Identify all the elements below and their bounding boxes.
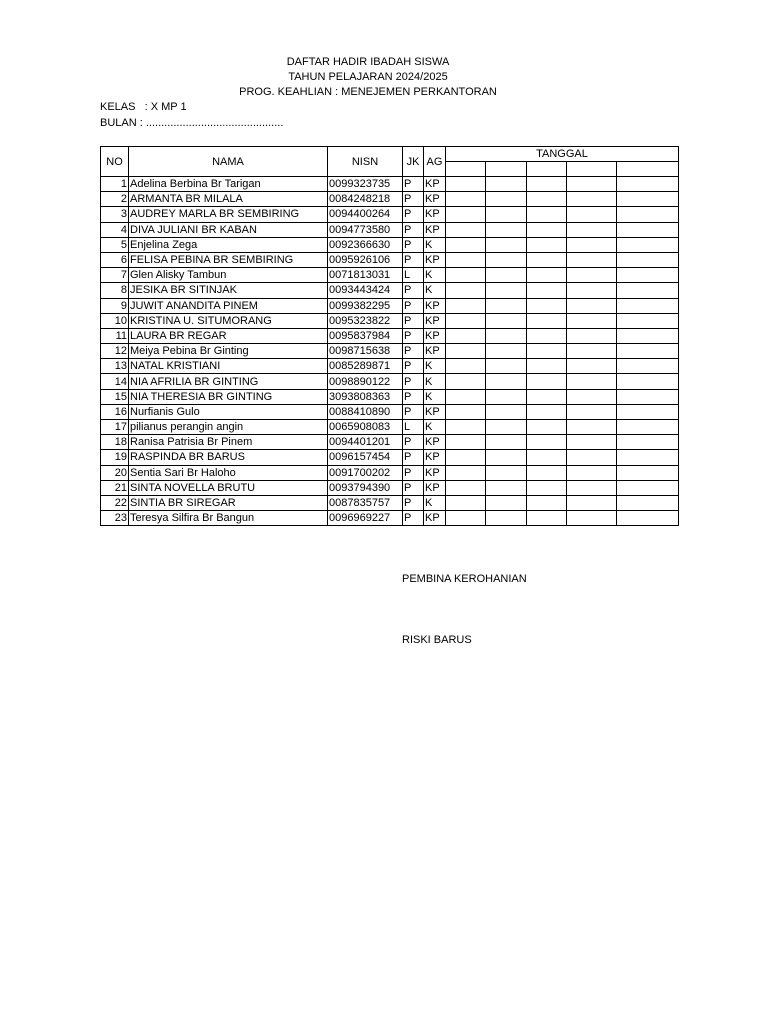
date-cell <box>486 359 527 374</box>
row-nisn: 0095323822 <box>328 313 403 328</box>
date-cell <box>527 404 567 419</box>
header-jk: JK <box>403 147 424 177</box>
table-row <box>101 420 679 435</box>
row-no: 4 <box>101 222 129 237</box>
header-ag: AG <box>424 147 446 177</box>
date-cell <box>527 237 567 252</box>
date-cell <box>486 313 527 328</box>
row-no: 2 <box>101 192 129 207</box>
row-nisn: 0087835757 <box>328 495 403 510</box>
row-jk: P <box>403 313 424 328</box>
signature-name: RISKI BARUS <box>402 634 472 646</box>
date-cell <box>486 252 527 267</box>
row-ag: KP <box>424 298 446 313</box>
row-nama: JUWIT ANANDITA PINEM <box>129 298 328 313</box>
date-cell <box>617 237 679 252</box>
row-ag: KP <box>424 450 446 465</box>
date-cell <box>617 222 679 237</box>
row-no: 6 <box>101 252 129 267</box>
row-nama: Adelina Berbina Br Tarigan <box>129 177 328 192</box>
row-ag: KP <box>424 480 446 495</box>
date-cell <box>567 344 617 359</box>
date-cell <box>567 450 617 465</box>
date-cell <box>617 328 679 343</box>
row-no: 13 <box>101 359 129 374</box>
date-cell <box>617 389 679 404</box>
date-cell <box>527 268 567 283</box>
row-jk: P <box>403 328 424 343</box>
date-cell <box>486 192 527 207</box>
row-jk: P <box>403 480 424 495</box>
row-nisn: 0099323735 <box>328 177 403 192</box>
table-row <box>101 222 679 237</box>
row-nama: NATAL KRISTIANI <box>129 359 328 374</box>
row-no: 14 <box>101 374 129 389</box>
date-cell <box>446 207 486 222</box>
date-cell <box>446 495 486 510</box>
row-ag: KP <box>424 511 446 526</box>
row-nama: JESIKA BR SITINJAK <box>129 283 328 298</box>
row-no: 7 <box>101 268 129 283</box>
date-cell <box>567 404 617 419</box>
date-cell <box>567 222 617 237</box>
date-cell <box>446 328 486 343</box>
date-cell <box>617 268 679 283</box>
row-ag: KP <box>424 192 446 207</box>
table-row <box>101 404 679 419</box>
row-no: 5 <box>101 237 129 252</box>
date-cell <box>617 450 679 465</box>
row-no: 12 <box>101 344 129 359</box>
date-cell <box>567 389 617 404</box>
date-cell <box>486 465 527 480</box>
table-row <box>101 192 679 207</box>
row-no: 21 <box>101 480 129 495</box>
row-no: 9 <box>101 298 129 313</box>
row-nama: FELISA PEBINA BR SEMBIRING <box>129 252 328 267</box>
date-cell <box>446 268 486 283</box>
date-cell <box>486 450 527 465</box>
row-nisn: 0094400264 <box>328 207 403 222</box>
date-cell <box>567 480 617 495</box>
date-cell <box>617 313 679 328</box>
month-label: BULAN : ............................................. <box>100 117 284 129</box>
date-cell <box>446 177 486 192</box>
date-cell <box>486 495 527 510</box>
date-cell <box>617 359 679 374</box>
table-row <box>101 359 679 374</box>
row-nisn: 0093443424 <box>328 283 403 298</box>
row-nama: NIA AFRILIA BR GINTING <box>129 374 328 389</box>
date-cell <box>486 511 527 526</box>
date-cell <box>527 298 567 313</box>
table-row <box>101 495 679 510</box>
date-cell <box>446 298 486 313</box>
date-cell <box>446 404 486 419</box>
row-jk: P <box>403 465 424 480</box>
row-nama: SINTIA BR SIREGAR <box>129 495 328 510</box>
row-ag: KP <box>424 207 446 222</box>
signature-role: PEMBINA KEROHANIAN <box>402 573 527 585</box>
date-cell <box>527 389 567 404</box>
date-cell <box>617 162 679 177</box>
date-cell <box>527 465 567 480</box>
row-nama: Meiya Pebina Br Ginting <box>129 344 328 359</box>
row-ag: K <box>424 374 446 389</box>
row-nisn: 0095926106 <box>328 252 403 267</box>
row-nisn: 0085289871 <box>328 359 403 374</box>
row-nama: Enjelina Zega <box>129 237 328 252</box>
date-cell <box>567 359 617 374</box>
row-jk: P <box>403 389 424 404</box>
date-cell <box>527 511 567 526</box>
table-row <box>101 480 679 495</box>
table-row <box>101 283 679 298</box>
row-jk: L <box>403 420 424 435</box>
date-cell <box>527 313 567 328</box>
date-cell <box>446 420 486 435</box>
date-cell <box>527 435 567 450</box>
row-ag: K <box>424 420 446 435</box>
date-cell <box>567 192 617 207</box>
row-nisn: 0096157454 <box>328 450 403 465</box>
table-row <box>101 344 679 359</box>
date-cell <box>527 359 567 374</box>
date-cell <box>567 268 617 283</box>
row-ag: KP <box>424 313 446 328</box>
date-cell <box>486 374 527 389</box>
date-cell <box>486 435 527 450</box>
table-row <box>101 207 679 222</box>
row-ag: K <box>424 495 446 510</box>
row-jk: P <box>403 450 424 465</box>
row-nisn: 0091700202 <box>328 465 403 480</box>
date-cell <box>446 162 486 177</box>
date-cell <box>446 283 486 298</box>
date-cell <box>486 480 527 495</box>
row-ag: K <box>424 283 446 298</box>
date-cell <box>567 511 617 526</box>
date-cell <box>446 465 486 480</box>
row-no: 3 <box>101 207 129 222</box>
date-cell <box>567 298 617 313</box>
date-cell <box>486 268 527 283</box>
row-ag: KP <box>424 404 446 419</box>
row-nama: LAURA BR REGAR <box>129 328 328 343</box>
row-jk: P <box>403 283 424 298</box>
row-no: 8 <box>101 283 129 298</box>
date-cell <box>617 480 679 495</box>
row-jk: L <box>403 268 424 283</box>
date-cell <box>446 511 486 526</box>
row-jk: P <box>403 404 424 419</box>
row-nama: Nurfianis Gulo <box>129 404 328 419</box>
row-no: 15 <box>101 389 129 404</box>
date-cell <box>446 344 486 359</box>
row-ag: KP <box>424 435 446 450</box>
header-tanggal: TANGGAL <box>446 147 679 162</box>
date-cell <box>567 374 617 389</box>
date-cell <box>446 450 486 465</box>
row-nama: Teresya Silfira Br Bangun <box>129 511 328 526</box>
date-cell <box>446 359 486 374</box>
row-ag: KP <box>424 465 446 480</box>
table-row <box>101 313 679 328</box>
date-cell <box>567 495 617 510</box>
row-nisn: 0098890122 <box>328 374 403 389</box>
date-cell <box>617 420 679 435</box>
date-cell <box>527 207 567 222</box>
row-nama: RASPINDA BR BARUS <box>129 450 328 465</box>
row-nisn: 0071813031 <box>328 268 403 283</box>
row-no: 16 <box>101 404 129 419</box>
date-cell <box>617 495 679 510</box>
date-cell <box>567 162 617 177</box>
row-jk: P <box>403 298 424 313</box>
date-cell <box>617 374 679 389</box>
date-cell <box>567 435 617 450</box>
row-jk: P <box>403 252 424 267</box>
date-cell <box>527 344 567 359</box>
row-no: 20 <box>101 465 129 480</box>
table-row <box>101 465 679 480</box>
table-row <box>101 298 679 313</box>
date-cell <box>617 435 679 450</box>
row-jk: P <box>403 495 424 510</box>
academic-year: TAHUN PELAJARAN 2024/2025 <box>288 71 448 83</box>
row-jk: P <box>403 177 424 192</box>
date-cell <box>486 344 527 359</box>
document-title: DAFTAR HADIR IBADAH SISWA <box>286 56 450 68</box>
date-cell <box>446 252 486 267</box>
date-cell <box>527 420 567 435</box>
date-cell <box>486 162 527 177</box>
program-name: PROG. KEAHLIAN : MENEJEMEN PERKANTORAN <box>239 86 497 98</box>
table-row <box>101 177 679 192</box>
table-row <box>101 237 679 252</box>
date-cell <box>446 313 486 328</box>
date-cell <box>617 344 679 359</box>
table-row <box>101 435 679 450</box>
date-cell <box>486 237 527 252</box>
row-jk: P <box>403 374 424 389</box>
row-ag: KP <box>424 177 446 192</box>
date-cell <box>567 420 617 435</box>
row-nama: KRISTINA U. SITUMORANG <box>129 313 328 328</box>
date-cell <box>617 283 679 298</box>
table-row <box>101 450 679 465</box>
date-cell <box>446 480 486 495</box>
date-cell <box>486 207 527 222</box>
date-cell <box>617 511 679 526</box>
table-row <box>101 511 679 526</box>
date-cell <box>486 420 527 435</box>
date-cell <box>617 465 679 480</box>
row-no: 10 <box>101 313 129 328</box>
class-label: KELAS : X MP 1 <box>100 101 187 113</box>
row-no: 18 <box>101 435 129 450</box>
date-cell <box>527 450 567 465</box>
row-jk: P <box>403 222 424 237</box>
date-cell <box>527 283 567 298</box>
date-cell <box>527 192 567 207</box>
date-cell <box>567 283 617 298</box>
row-nisn: 0098715638 <box>328 344 403 359</box>
row-no: 17 <box>101 420 129 435</box>
date-cell <box>527 374 567 389</box>
date-cell <box>486 389 527 404</box>
row-ag: K <box>424 268 446 283</box>
date-cell <box>486 177 527 192</box>
date-cell <box>486 283 527 298</box>
date-cell <box>527 222 567 237</box>
row-no: 23 <box>101 511 129 526</box>
row-nama: Sentia Sari Br Haloho <box>129 465 328 480</box>
date-cell <box>446 192 486 207</box>
row-jk: P <box>403 511 424 526</box>
date-cell <box>527 495 567 510</box>
row-nisn: 3093808363 <box>328 389 403 404</box>
date-cell <box>567 207 617 222</box>
date-cell <box>567 313 617 328</box>
date-cell <box>527 328 567 343</box>
date-cell <box>567 177 617 192</box>
header-nisn: NISN <box>328 147 403 177</box>
row-nisn: 0092366630 <box>328 237 403 252</box>
row-jk: P <box>403 207 424 222</box>
row-nisn: 0094773580 <box>328 222 403 237</box>
row-ag: KP <box>424 222 446 237</box>
date-cell <box>527 177 567 192</box>
row-nisn: 0084248218 <box>328 192 403 207</box>
row-nisn: 0094401201 <box>328 435 403 450</box>
date-cell <box>486 298 527 313</box>
date-cell <box>486 404 527 419</box>
date-cell <box>617 252 679 267</box>
row-nama: pilianus perangin angin <box>129 420 328 435</box>
row-nisn: 0088410890 <box>328 404 403 419</box>
row-no: 22 <box>101 495 129 510</box>
date-cell <box>617 177 679 192</box>
row-nisn: 0093794390 <box>328 480 403 495</box>
date-cell <box>617 404 679 419</box>
row-nama: AUDREY MARLA BR SEMBIRING <box>129 207 328 222</box>
date-cell <box>446 237 486 252</box>
row-nisn: 0099382295 <box>328 298 403 313</box>
table-row <box>101 389 679 404</box>
table-row <box>101 374 679 389</box>
date-cell <box>567 328 617 343</box>
row-ag: KP <box>424 328 446 343</box>
row-nisn: 0095837984 <box>328 328 403 343</box>
date-cell <box>446 374 486 389</box>
row-ag: K <box>424 237 446 252</box>
row-nama: Glen Alisky Tambun <box>129 268 328 283</box>
row-nisn: 0096969227 <box>328 511 403 526</box>
row-jk: P <box>403 237 424 252</box>
row-nama: SINTA NOVELLA BRUTU <box>129 480 328 495</box>
row-ag: KP <box>424 344 446 359</box>
date-cell <box>446 435 486 450</box>
date-cell <box>567 252 617 267</box>
header-no: NO <box>101 147 129 177</box>
date-cell <box>486 328 527 343</box>
date-cell <box>486 222 527 237</box>
date-cell <box>527 162 567 177</box>
header-nama: NAMA <box>129 147 328 177</box>
date-cell <box>617 192 679 207</box>
row-no: 1 <box>101 177 129 192</box>
table-row <box>101 268 679 283</box>
date-cell <box>567 237 617 252</box>
row-ag: KP <box>424 252 446 267</box>
table-row <box>101 328 679 343</box>
row-ag: K <box>424 389 446 404</box>
date-cell <box>527 252 567 267</box>
row-nisn: 0065908083 <box>328 420 403 435</box>
row-ag: K <box>424 359 446 374</box>
row-jk: P <box>403 192 424 207</box>
row-jk: P <box>403 359 424 374</box>
row-jk: P <box>403 344 424 359</box>
row-nama: DIVA JULIANI BR KABAN <box>129 222 328 237</box>
date-cell <box>527 480 567 495</box>
row-nama: NIA THERESIA BR GINTING <box>129 389 328 404</box>
row-no: 11 <box>101 328 129 343</box>
attendance-table <box>100 146 679 526</box>
row-no: 19 <box>101 450 129 465</box>
row-nama: ARMANTA BR MILALA <box>129 192 328 207</box>
date-cell <box>617 298 679 313</box>
row-jk: P <box>403 435 424 450</box>
date-cell <box>567 465 617 480</box>
date-cell <box>617 207 679 222</box>
date-cell <box>446 389 486 404</box>
row-nama: Ranisa Patrisia Br Pinem <box>129 435 328 450</box>
table-row <box>101 252 679 267</box>
date-cell <box>446 222 486 237</box>
